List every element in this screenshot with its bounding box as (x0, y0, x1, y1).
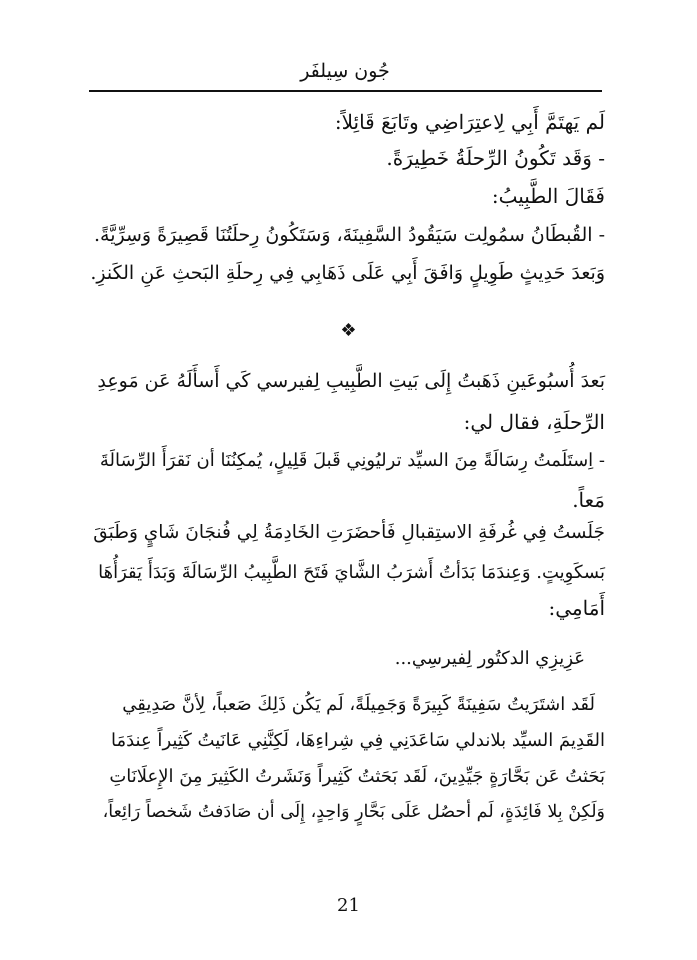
section-separator (0, 320, 697, 342)
paragraph-line: بَعدَ أُسبُوعَينِ ذَهَبتُ إِلَى بَيتِ الطَّبِيبِ لِفيرسي كَي أَسأَلَهُ عَن مَوعِدِ (97, 370, 605, 392)
paragraph-line: الرِّحلَةِ، فقال لي: (463, 410, 605, 434)
dialogue-line: - وَقَد تَكُونُ الرِّحلَةُ خَطِيرَةً. (386, 146, 605, 170)
page-number: 21 (337, 895, 360, 916)
letter-salutation: عَزِيزِي الدكتُور لِفيرسِي... (394, 648, 585, 669)
ornament-icon: ❖ (340, 320, 357, 341)
dialogue-line: - القُبطَانُ سمُولِت سَيَقُودُ السَّفِينَةَ، وَسَتَكُونُ رِحلَتُنَا قَصِيرَةً وَسِرِّيَّةً. (94, 224, 605, 246)
paragraph-line: بَسكَوِيتٍ. وَعِندَمَا بَدَأتُ أَشرَبُ الشَّايَ فَتَحَ الطَّبِيبُ الرِّسَالَةَ وَبَدَأَ يَقرَأُهَا (98, 562, 605, 583)
paragraph-line: جَلَستُ فِي غُرفَةِ الاستِقبالِ فَأحضَرَتِ الخَادِمَةُ لِي فُنجَانَ شَايٍ وَطَبَقَ (93, 522, 605, 543)
header-rule (89, 90, 602, 92)
letter-line: لَقَد اشتَرَيتُ سَفِينَةً كَبِيرَةً وَجَمِيلَةً، لَم يَكُن ذَلِكَ صَعباً، لِأنَّ صَدِيقِي (122, 694, 595, 715)
dialogue-line: - اِستَلَمتُ رِسَالَةً مِنَ السيِّد ترليُونِي قَبلَ قَلِيلٍ، يُمكِنُنَا أن نَقرَأَ الرِّسَالَةَ (99, 450, 605, 471)
letter-line: القَدِيمَ السيِّد بلاندلي سَاعَدَنِي فِي شِراءِهَا، لَكِنَّنِي عَانَيتُ كَثِيراً عِندَمَا (110, 730, 605, 751)
paragraph-line: وَبَعدَ حَدِيثٍ طَوِيلٍ وَافَقَ أَبِي عَلَى ذَهَابِي فِي رِحلَةِ البَحثِ عَنِ الكَنزِ. (90, 262, 605, 284)
letter-line: وَلَكِنْ بِلا فَائِدَةٍ، لَم أحصُل عَلَى بَحَّارٍ وَاحِدٍ، إِلَى أن صَادَفتُ شَخصاً رَائِعاً، (102, 802, 605, 822)
paragraph-line: فَقَالَ الطَّبِيبُ: (491, 184, 605, 208)
letter-line: بَحَثتُ عَن بَحَّارَةٍ جَيِّدِينَ، لَقَد بَحَثتُ كَثِيراً وَنَشَرتُ الكَثِيرَ مِنَ الإِعلَانَاتِ (109, 766, 605, 787)
paragraph-line: مَعاً. (572, 488, 605, 512)
paragraph-line: أَمَامِي: (548, 596, 605, 620)
running-header: جُون سِيلفَر (300, 60, 390, 82)
paragraph-line: لَم يَهتَمَّ أَبِي لِاعتِرَاضِي وتَابَعَ قَائِلاً: (334, 110, 605, 134)
